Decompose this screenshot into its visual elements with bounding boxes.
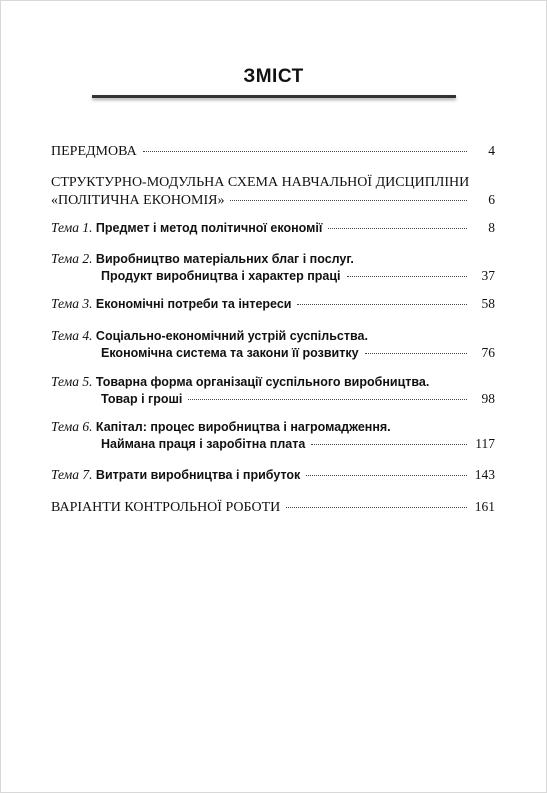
toc-entry-label: Соціально-економічний устрій суспільства. bbox=[95, 329, 368, 343]
toc-entry-label-continued: Наймана праця і заробітна плата bbox=[101, 437, 306, 451]
topic-prefix: Тема 4. bbox=[51, 328, 93, 343]
topic-prefix: Тема 7. bbox=[51, 467, 93, 482]
toc-entry-topic-3[interactable] bbox=[51, 296, 495, 313]
toc-entry-topic-5[interactable] bbox=[51, 374, 495, 408]
dot-leader bbox=[306, 475, 467, 476]
toc-page-number: 8 bbox=[488, 220, 495, 235]
toc-page-number: 143 bbox=[474, 467, 495, 482]
toc-page-number: 117 bbox=[475, 436, 495, 451]
toc-entry-topic-2[interactable] bbox=[51, 251, 495, 285]
toc-entry-label-continued: «ПОЛІТИЧНА ЕКОНОМІЯ» bbox=[51, 193, 225, 208]
toc-page-number: 37 bbox=[481, 268, 495, 283]
topic-prefix: Тема 2. bbox=[51, 251, 93, 266]
dot-leader bbox=[297, 304, 467, 305]
toc-entry-topic-7[interactable] bbox=[51, 467, 495, 484]
toc-entry-label: Витрати виробництва і прибуток bbox=[95, 468, 301, 482]
dot-leader bbox=[230, 200, 467, 201]
topic-prefix: Тема 5. bbox=[51, 374, 93, 389]
toc-entry-topic-1[interactable] bbox=[51, 220, 495, 237]
toc-entry-module-scheme[interactable] bbox=[51, 175, 495, 209]
dot-leader bbox=[328, 228, 467, 229]
topic-prefix: Тема 6. bbox=[51, 419, 93, 434]
page-title: ЗМІСТ bbox=[243, 66, 304, 87]
dot-leader bbox=[188, 399, 467, 400]
toc-page-number: 4 bbox=[488, 143, 495, 158]
toc-entry-label: Предмет і метод політичної економії bbox=[95, 221, 323, 235]
toc-entry-label-continued: Економічна система та закони її розвитку bbox=[101, 346, 359, 360]
toc-page-number: 6 bbox=[488, 192, 495, 207]
toc-entry-test-variants[interactable] bbox=[51, 499, 495, 516]
dot-leader bbox=[365, 353, 467, 354]
toc-entry-label: ВАРІАНТИ КОНТРОЛЬНОЇ РОБОТИ bbox=[51, 500, 281, 515]
toc-entry-label-continued: Продукт виробництва і характер праці bbox=[101, 269, 341, 283]
toc-entry-topic-4[interactable] bbox=[51, 328, 495, 362]
toc-page-number: 58 bbox=[481, 296, 495, 311]
toc-page-number: 161 bbox=[474, 499, 495, 514]
toc-entry-preface[interactable] bbox=[51, 143, 495, 160]
dot-leader bbox=[286, 507, 467, 508]
toc-entry-label: ПЕРЕДМОВА bbox=[51, 144, 137, 159]
dot-leader bbox=[347, 276, 468, 277]
toc-entry-label: Виробництво матеріальних благ і послуг. bbox=[95, 252, 354, 266]
toc-page-number: 76 bbox=[481, 345, 495, 360]
dot-leader bbox=[311, 444, 467, 445]
toc-entry-label: СТРУКТУРНО-МОДУЛЬНА СХЕМА НАВЧАЛЬНОЇ ДИСЦИПЛІНИ bbox=[51, 175, 470, 190]
title-underline bbox=[92, 95, 456, 98]
toc-page-number: 98 bbox=[481, 391, 495, 406]
topic-prefix: Тема 3. bbox=[51, 296, 93, 311]
toc-entry-label: Економічні потреби та інтереси bbox=[95, 297, 292, 311]
toc-entry-label-continued: Товар і гроші bbox=[101, 392, 183, 406]
toc-entry-label: Капітал: процес виробництва і нагромадження. bbox=[95, 420, 391, 434]
toc-entry-topic-6[interactable] bbox=[51, 419, 495, 453]
dot-leader bbox=[143, 151, 467, 152]
toc-entry-label: Товарна форма організації суспільного виробництва. bbox=[95, 375, 430, 389]
topic-prefix: Тема 1. bbox=[51, 220, 93, 235]
